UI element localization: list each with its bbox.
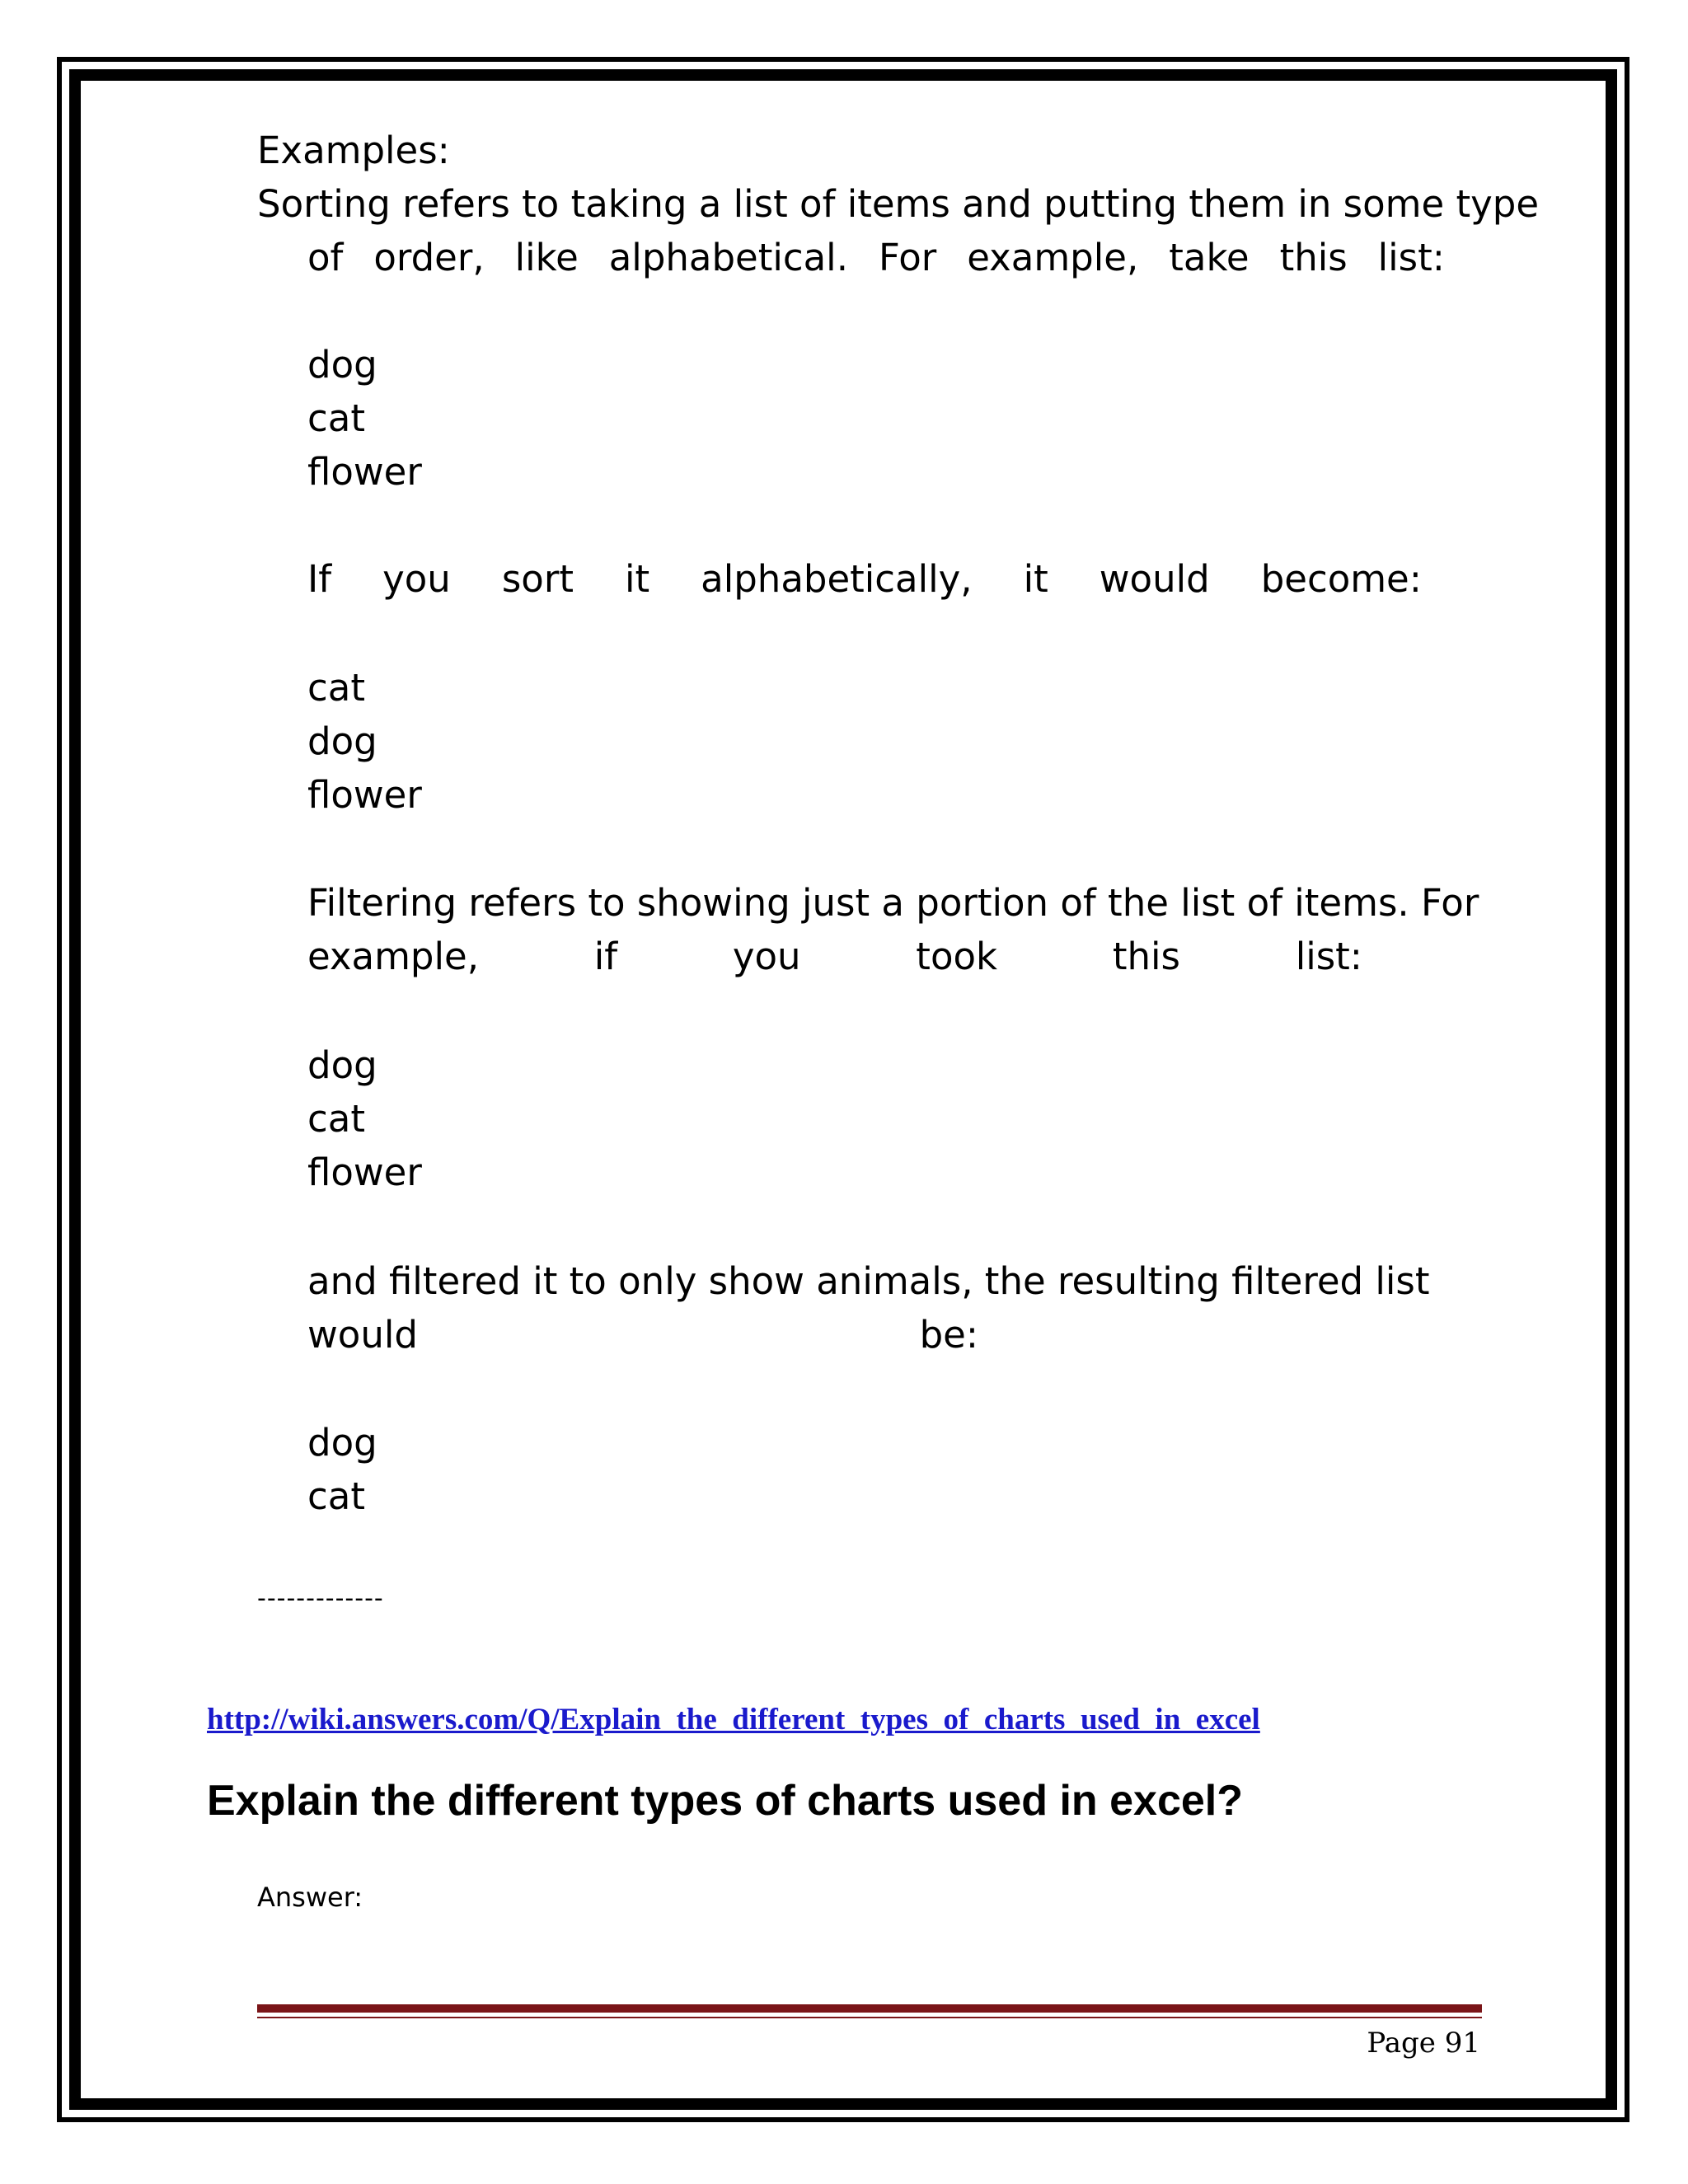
- word: example,: [307, 935, 479, 978]
- word: of: [307, 236, 344, 279]
- list-item: cat: [307, 1474, 365, 1518]
- separator-dashes: -------------: [257, 1584, 384, 1613]
- word: become:: [1260, 557, 1422, 601]
- filtering-result-line-2: [307, 1308, 978, 1361]
- word: you: [382, 557, 451, 601]
- list-item: dog: [307, 719, 377, 763]
- word: this: [1279, 236, 1348, 279]
- word: took: [916, 935, 998, 978]
- word: order,: [373, 236, 485, 279]
- list-item: cat: [307, 1097, 365, 1141]
- word: it: [624, 557, 650, 601]
- list-item: cat: [307, 666, 365, 710]
- word: list:: [1295, 935, 1362, 978]
- word: take: [1169, 236, 1250, 279]
- word: like: [514, 236, 579, 279]
- question-heading: Explain the different types of charts used in excel?: [207, 1777, 1243, 1825]
- answer-label: Answer:: [257, 1882, 363, 1913]
- list-item: dog: [307, 1421, 377, 1465]
- list-item: flower: [307, 773, 422, 817]
- word: For: [878, 236, 937, 279]
- word: be:: [919, 1313, 978, 1357]
- list-item: flower: [307, 450, 422, 494]
- sorted-intro-line: [307, 552, 1422, 606]
- footer-rule-thick: [257, 2004, 1482, 2013]
- word: you: [732, 935, 801, 978]
- examples-heading: Examples:: [257, 129, 450, 172]
- list-item: cat: [307, 396, 365, 440]
- source-link[interactable]: http://wiki.answers.com/Q/Explain_the_different_types_of_charts_used_in_excel: [207, 1703, 1260, 1736]
- list-item: dog: [307, 1043, 377, 1087]
- word: alphabetically,: [701, 557, 973, 601]
- word: if: [593, 935, 618, 978]
- word: sort: [501, 557, 574, 601]
- word: this: [1112, 935, 1180, 978]
- word: would: [1099, 557, 1210, 601]
- word: it: [1023, 557, 1048, 601]
- word: list:: [1377, 236, 1445, 279]
- list-item: flower: [307, 1151, 422, 1194]
- filtering-result-line-1: and filtered it to only show animals, the resulting filtered list: [307, 1259, 1430, 1303]
- filtering-line-2: [307, 930, 1362, 983]
- word: If: [307, 557, 332, 601]
- word: would: [307, 1313, 418, 1357]
- page-number: Page 91: [1367, 2027, 1480, 2060]
- word: alphabetical.: [608, 236, 848, 279]
- filtering-line-1: Filtering refers to showing just a portion of the list of items. For: [307, 881, 1479, 925]
- sorting-line-2: [307, 231, 1445, 284]
- footer-rule-thin: [257, 2017, 1482, 2018]
- list-item: dog: [307, 343, 377, 387]
- sorting-line-1: Sorting refers to taking a list of items and putting them in some type: [257, 182, 1540, 226]
- word: example,: [967, 236, 1139, 279]
